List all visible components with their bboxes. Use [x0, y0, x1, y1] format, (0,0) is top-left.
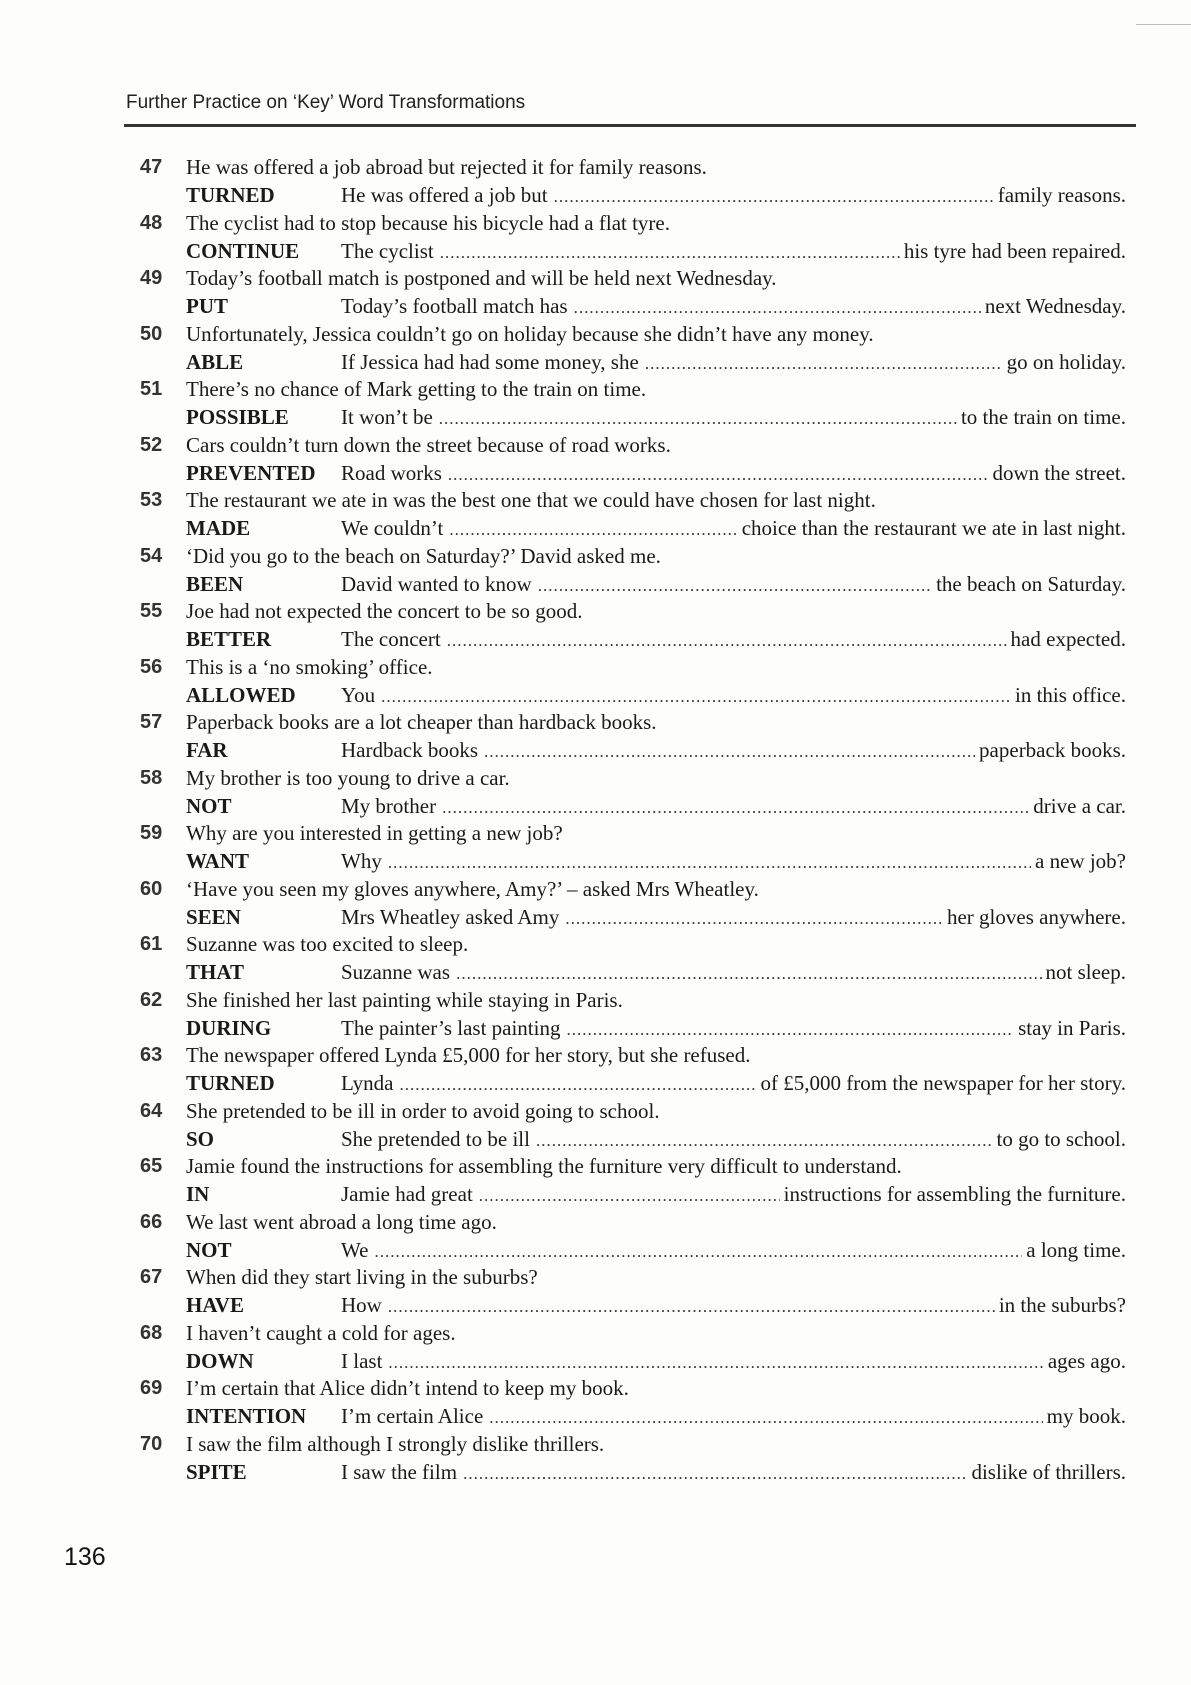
exercise-item — [140, 598, 1126, 654]
question-number: 57 — [140, 711, 163, 733]
question-line — [140, 154, 1126, 181]
transformation — [341, 958, 1126, 988]
sentence-end: go on holiday. — [1006, 349, 1126, 374]
sentence-start: David wanted to know — [341, 571, 532, 596]
question-line — [140, 765, 1126, 792]
key-word: BEEN — [186, 571, 244, 596]
question-line — [140, 210, 1126, 237]
sentence-start: Suzanne was — [341, 960, 451, 984]
exercise-item — [140, 765, 1126, 821]
page-header: Further Practice on ‘Key’ Word Transformations — [126, 92, 526, 113]
answer-line — [140, 681, 1126, 710]
key-word: WANT — [186, 849, 250, 873]
sentence-start: The concert — [341, 627, 441, 651]
sentence-end: in this office. — [1014, 682, 1126, 707]
question-number: 69 — [140, 1377, 163, 1399]
answer-line — [140, 1291, 1126, 1320]
answer-line — [140, 1458, 1126, 1487]
answer-gap[interactable] — [381, 683, 1011, 711]
key-word: SO — [186, 1126, 215, 1151]
exercise-item — [140, 987, 1126, 1043]
exercise-item — [140, 321, 1126, 377]
question-line — [140, 598, 1126, 625]
answer-gap[interactable] — [566, 1016, 1014, 1044]
question-line — [140, 820, 1126, 847]
answer-gap[interactable] — [489, 1404, 1042, 1432]
key-word: TURNED — [186, 1071, 275, 1095]
transformation — [341, 847, 1126, 877]
answer-line — [140, 1236, 1126, 1265]
answer-line — [140, 1069, 1126, 1098]
exercise-item — [140, 265, 1126, 321]
original-sentence: I’m certain that Alice didn’t intend to keep my book. — [186, 1376, 629, 1400]
question-number: 56 — [140, 655, 163, 678]
answer-line — [140, 1347, 1126, 1376]
original-sentence: This is a ‘no smoking’ office. — [186, 654, 433, 679]
key-word: IN — [186, 1182, 210, 1206]
original-sentence: ‘Have you seen my gloves anywhere, Amy?’ – asked Mrs Wheatley. — [186, 876, 759, 901]
exercise-item — [140, 1375, 1126, 1431]
original-sentence: The newspaper offered Lynda £5,000 for her story, but she refused. — [186, 1043, 751, 1067]
key-word: ABLE — [186, 349, 244, 374]
answer-line — [140, 1014, 1126, 1043]
transformation — [341, 903, 1126, 933]
exercise-item — [140, 154, 1126, 210]
question-line — [140, 376, 1126, 403]
answer-line — [140, 1402, 1126, 1431]
exercise-item — [140, 931, 1126, 987]
sentence-end: the beach on Saturday. — [936, 571, 1126, 596]
sentence-end: a long time. — [1026, 1237, 1126, 1262]
exercise-item — [140, 1320, 1126, 1376]
key-word: INTENTION — [186, 1404, 307, 1428]
sentence-start: How — [341, 1293, 382, 1317]
transformation — [341, 570, 1126, 600]
transformation — [341, 237, 1126, 267]
exercise-item — [140, 709, 1126, 765]
key-word: DOWN — [186, 1348, 254, 1373]
exercise-item — [140, 376, 1126, 432]
key-word: HAVE — [186, 1293, 244, 1317]
sentence-start: The painter’s last painting — [341, 1015, 561, 1040]
sentence-end: in the suburbs? — [998, 1293, 1126, 1317]
original-sentence: Why are you interested in getting a new job? — [186, 821, 563, 845]
sentence-end: of £5,000 from the newspaper for her story. — [760, 1071, 1126, 1095]
exercise-item — [140, 1042, 1126, 1098]
original-sentence: She finished her last painting while staying in Paris. — [186, 987, 623, 1012]
sentence-end: ages ago. — [1047, 1348, 1126, 1373]
answer-line — [140, 237, 1126, 266]
answer-gap[interactable] — [538, 572, 932, 600]
question-line — [140, 1375, 1126, 1402]
question-number: 50 — [140, 322, 163, 345]
answer-line — [140, 903, 1126, 932]
answer-line — [140, 1125, 1126, 1154]
answer-gap[interactable] — [374, 1238, 1022, 1266]
key-word: SEEN — [186, 904, 241, 929]
sentence-end: had expected. — [1010, 627, 1126, 651]
answer-gap[interactable] — [400, 1071, 757, 1099]
key-word: PREVENTED — [186, 460, 316, 485]
sentence-end: choice than the restaurant we ate in last night. — [741, 516, 1126, 540]
question-number: 49 — [140, 267, 163, 289]
original-sentence: He was offered a job abroad but rejected it for family reasons. — [186, 155, 707, 179]
question-line — [140, 1042, 1126, 1069]
key-word: DURING — [186, 1015, 272, 1040]
sentence-start: Why — [341, 849, 382, 873]
exercise-item — [140, 1098, 1126, 1154]
answer-gap[interactable] — [565, 905, 943, 933]
key-word: POSSIBLE — [186, 405, 289, 429]
sentence-start: I’m certain Alice — [341, 1404, 484, 1428]
sentence-start: The cyclist — [341, 238, 434, 263]
sentence-start: Jamie had great — [341, 1182, 473, 1206]
answer-line — [140, 736, 1126, 765]
question-line — [140, 1209, 1126, 1236]
key-word: BETTER — [186, 627, 272, 651]
sentence-start: She pretended to be ill — [341, 1126, 530, 1151]
question-line — [140, 1264, 1126, 1291]
transformation — [341, 1014, 1126, 1044]
answer-gap[interactable] — [448, 461, 989, 489]
question-line — [140, 1431, 1126, 1458]
answer-gap[interactable] — [388, 849, 1031, 877]
answer-gap[interactable] — [442, 794, 1029, 822]
answer-gap[interactable] — [440, 239, 900, 267]
original-sentence: Cars couldn’t turn down the street because of road works. — [186, 432, 671, 457]
question-line — [140, 709, 1126, 736]
question-number: 60 — [140, 877, 163, 900]
sentence-end: stay in Paris. — [1018, 1015, 1126, 1040]
answer-line — [140, 570, 1126, 599]
question-line — [140, 1320, 1126, 1347]
original-sentence: I saw the film although I strongly dislike thrillers. — [186, 1431, 605, 1456]
sentence-end: next Wednesday. — [984, 294, 1126, 318]
question-number: 48 — [140, 211, 163, 234]
sentence-start: Hardback books — [341, 738, 479, 762]
question-line — [140, 654, 1126, 681]
transformation — [341, 736, 1126, 766]
scan-edge-line — [1136, 24, 1191, 25]
sentence-start: He was offered a job but — [341, 183, 548, 207]
key-word: TURNED — [186, 183, 275, 207]
answer-gap[interactable] — [388, 1293, 995, 1321]
question-number: 68 — [140, 1321, 163, 1344]
question-number: 62 — [140, 988, 163, 1011]
question-number: 66 — [140, 1210, 163, 1233]
transformation — [341, 1125, 1126, 1155]
original-sentence: I haven’t caught a cold for ages. — [186, 1320, 456, 1345]
original-sentence: The restaurant we ate in was the best one that we could have chosen for last night. — [186, 488, 876, 512]
original-sentence: She pretended to be ill in order to avoid going to school. — [186, 1098, 660, 1123]
sentence-start: It won’t be — [341, 405, 433, 429]
exercise-item — [140, 654, 1126, 710]
transformation — [341, 1069, 1126, 1099]
sentence-end: a new job? — [1035, 849, 1126, 873]
answer-line — [140, 292, 1126, 321]
exercise-item — [140, 210, 1126, 266]
original-sentence: The cyclist had to stop because his bicycle had a flat tyre. — [186, 210, 670, 235]
transformation — [341, 1458, 1126, 1488]
header-rule — [124, 124, 1136, 127]
question-line — [140, 1153, 1126, 1180]
answer-line — [140, 625, 1126, 654]
sentence-end: her gloves anywhere. — [946, 904, 1126, 929]
sentence-start: I saw the film — [341, 1459, 458, 1484]
original-sentence: We last went abroad a long time ago. — [186, 1209, 497, 1234]
exercise-item — [140, 1264, 1126, 1320]
answer-line — [140, 181, 1126, 210]
sentence-start: I last — [341, 1348, 383, 1373]
exercise-item — [140, 876, 1126, 932]
question-number: 67 — [140, 1266, 163, 1288]
sentence-start: Mrs Wheatley asked Amy — [341, 904, 560, 929]
original-sentence: When did they start living in the suburbs? — [186, 1265, 538, 1289]
question-number: 52 — [140, 433, 163, 456]
transformation — [341, 1236, 1126, 1266]
transformation — [341, 1291, 1126, 1321]
question-line — [140, 432, 1126, 459]
sentence-end: family reasons. — [997, 183, 1126, 207]
question-line — [140, 543, 1126, 570]
answer-line — [140, 514, 1126, 543]
question-line — [140, 265, 1126, 292]
answer-line — [140, 459, 1126, 488]
question-number: 63 — [140, 1044, 163, 1066]
key-word: ALLOWED — [186, 682, 296, 707]
question-number: 70 — [140, 1432, 163, 1455]
transformation — [341, 459, 1126, 489]
answer-gap[interactable] — [447, 627, 1007, 655]
answer-gap[interactable] — [554, 183, 994, 211]
sentence-end: my book. — [1046, 1404, 1126, 1428]
key-word: NOT — [186, 1237, 232, 1262]
question-line — [140, 487, 1126, 514]
answer-line — [140, 1180, 1126, 1209]
question-number: 59 — [140, 822, 163, 844]
question-number: 64 — [140, 1099, 163, 1122]
sentence-start: Today’s football match has — [341, 294, 568, 318]
sentence-end: to the train on time. — [960, 405, 1126, 429]
sentence-start: My brother — [341, 793, 437, 818]
original-sentence: Suzanne was too excited to sleep. — [186, 932, 469, 956]
answer-gap[interactable] — [536, 1127, 993, 1155]
answer-gap[interactable] — [574, 294, 981, 322]
question-line — [140, 987, 1126, 1014]
sentence-end: his tyre had been repaired. — [903, 238, 1126, 263]
transformation — [341, 1402, 1126, 1432]
original-sentence: Joe had not expected the concert to be so good. — [186, 599, 583, 623]
answer-line — [140, 348, 1126, 377]
transformation — [341, 348, 1126, 378]
original-sentence: There’s no chance of Mark getting to the train on time. — [186, 377, 647, 401]
sentence-end: paperback books. — [979, 738, 1126, 762]
answer-line — [140, 403, 1126, 432]
exercise-item — [140, 432, 1126, 488]
original-sentence: Unfortunately, Jessica couldn’t go on holiday because she didn’t have any money. — [186, 321, 874, 346]
original-sentence: Jamie found the instructions for assembling the furniture very difficult to understand. — [186, 1154, 902, 1178]
question-number: 53 — [140, 489, 163, 511]
answer-gap[interactable] — [479, 1182, 780, 1210]
answer-gap[interactable] — [484, 738, 975, 766]
sentence-start: You — [341, 682, 376, 707]
transformation — [341, 1180, 1126, 1210]
exercise-list — [140, 154, 1126, 1486]
sentence-end: down the street. — [992, 460, 1126, 485]
question-line — [140, 931, 1126, 958]
question-line — [140, 321, 1126, 348]
answer-gap[interactable] — [645, 350, 1003, 378]
transformation — [341, 681, 1126, 711]
original-sentence: My brother is too young to drive a car. — [186, 765, 510, 790]
answer-line — [140, 958, 1126, 987]
key-word: PUT — [186, 294, 228, 318]
transformation — [341, 514, 1126, 544]
original-sentence: Paperback books are a lot cheaper than hardback books. — [186, 710, 657, 734]
exercise-item — [140, 820, 1126, 876]
exercise-item — [140, 543, 1126, 599]
key-word: CONTINUE — [186, 238, 300, 263]
answer-gap[interactable] — [388, 1349, 1043, 1377]
key-word: FAR — [186, 738, 228, 762]
original-sentence: ‘Did you go to the beach on Saturday?’ David asked me. — [186, 543, 661, 568]
transformation — [341, 792, 1126, 822]
answer-gap[interactable] — [449, 516, 737, 544]
original-sentence: Today’s football match is postponed and will be held next Wednesday. — [186, 266, 777, 290]
exercise-item — [140, 1153, 1126, 1209]
question-number: 51 — [140, 378, 163, 400]
answer-line — [140, 792, 1126, 821]
question-number: 54 — [140, 544, 163, 567]
question-line — [140, 876, 1126, 903]
sentence-end: dislike of thrillers. — [971, 1459, 1126, 1484]
sentence-start: Road works — [341, 460, 442, 485]
sentence-end: to go to school. — [996, 1126, 1126, 1151]
question-number: 58 — [140, 766, 163, 789]
key-word: THAT — [186, 960, 244, 984]
sentence-start: We couldn’t — [341, 516, 444, 540]
page-number: 136 — [64, 1543, 106, 1571]
exercise-item — [140, 1209, 1126, 1265]
sentence-end: not sleep. — [1045, 960, 1126, 984]
exercise-item — [140, 1431, 1126, 1487]
transformation — [341, 403, 1126, 433]
sentence-end: instructions for assembling the furniture. — [783, 1182, 1126, 1206]
transformation — [341, 181, 1126, 211]
transformation — [341, 625, 1126, 655]
sentence-start: Lynda — [341, 1071, 394, 1095]
question-line — [140, 1098, 1126, 1125]
exercise-item — [140, 487, 1126, 543]
answer-line — [140, 847, 1126, 876]
key-word: NOT — [186, 793, 232, 818]
key-word: SPITE — [186, 1459, 247, 1484]
answer-gap[interactable] — [463, 1460, 967, 1488]
answer-gap[interactable] — [456, 960, 1041, 988]
transformation — [341, 292, 1126, 322]
key-word: MADE — [186, 516, 251, 540]
question-number: 61 — [140, 933, 163, 955]
sentence-start: If Jessica had had some money, she — [341, 349, 639, 374]
sentence-start: We — [341, 1237, 369, 1262]
transformation — [341, 1347, 1126, 1377]
question-number: 55 — [140, 600, 163, 622]
answer-gap[interactable] — [439, 405, 957, 433]
question-number: 65 — [140, 1155, 163, 1177]
sentence-end: drive a car. — [1033, 793, 1126, 818]
question-number: 47 — [140, 156, 163, 178]
